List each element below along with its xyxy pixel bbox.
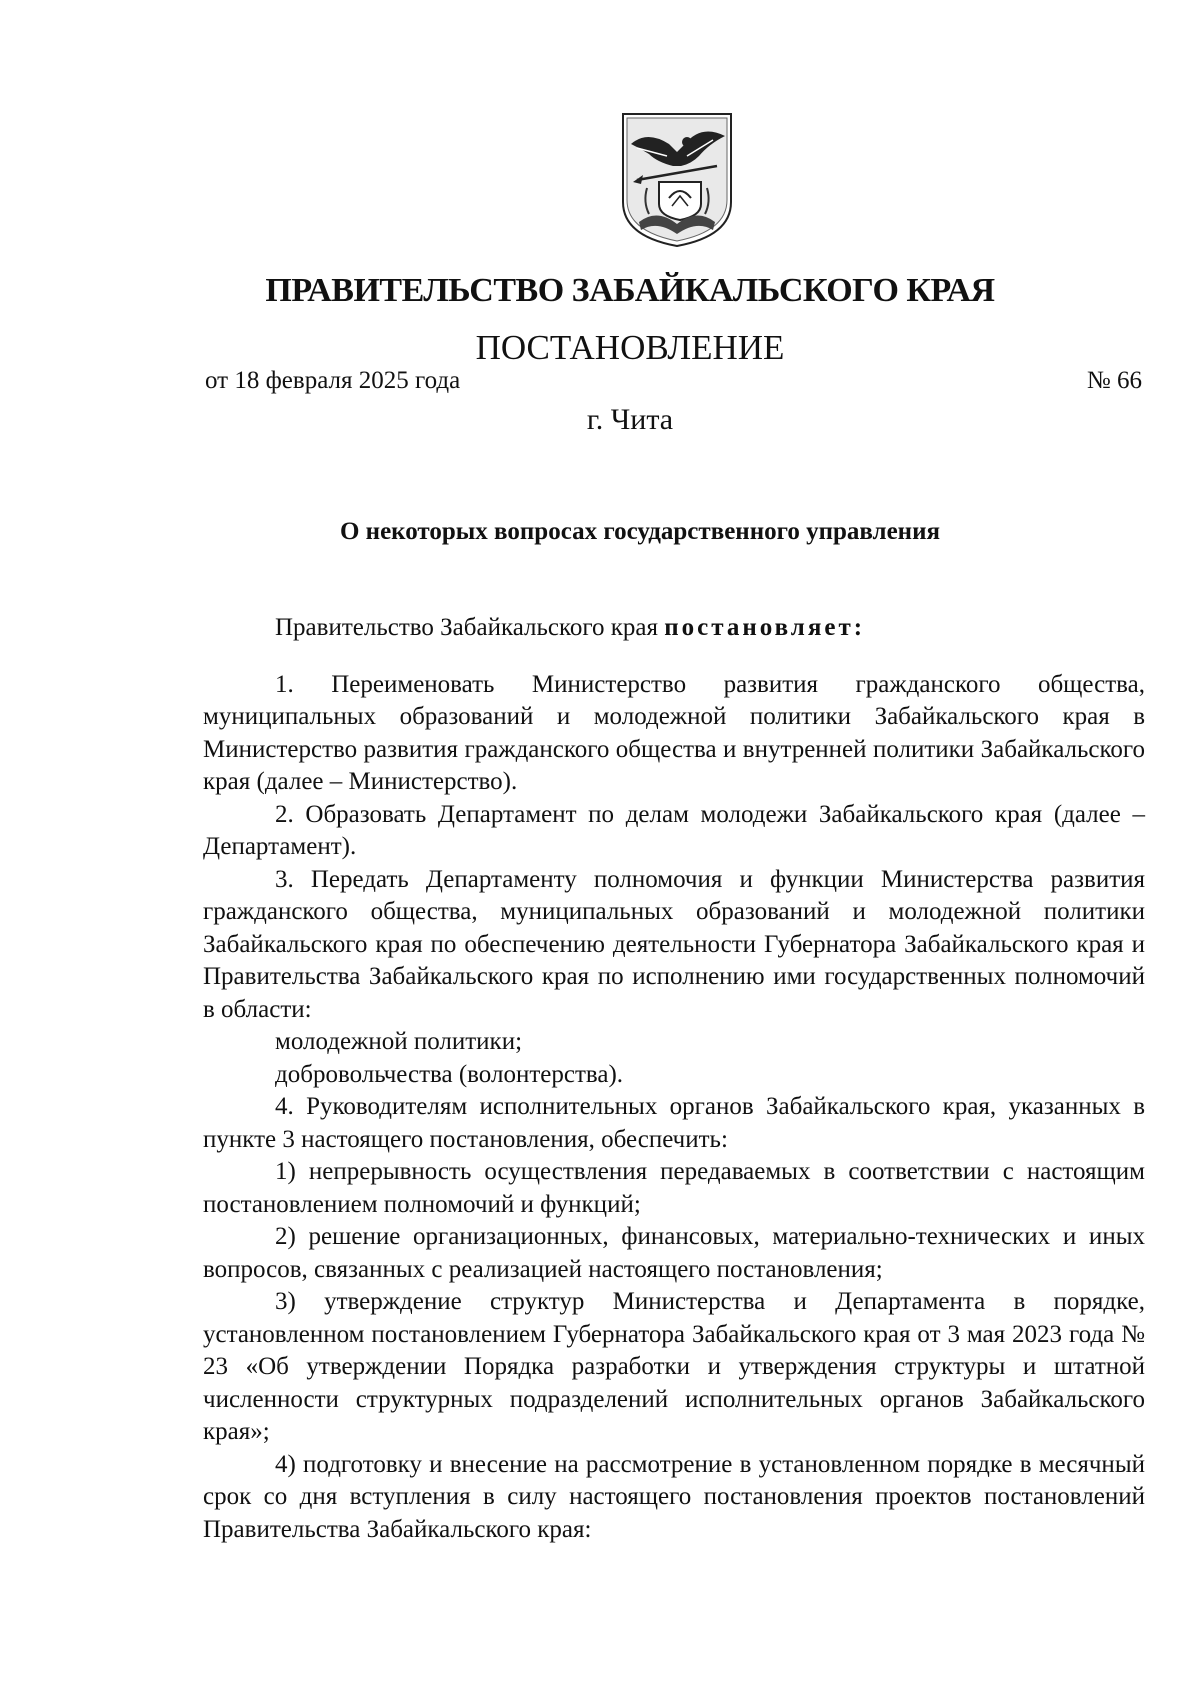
paragraph-1: 1. Переименовать Министерство развития гражданского общества, муниципальных образований и молодежной политики Забайкальского края в Министерство развития гражданского общества и внутренней политики Забайкальского края (далее – Министерство).	[203, 670, 1145, 795]
government-title: ПРАВИТЕЛЬСТВО ЗАБАЙКАЛЬСКОГО КРАЯ	[265, 272, 995, 309]
paragraph-4-sub-2: 2) решение организационных, финансовых, материально-технических и иных вопросов, связанных с реализацией настоящего постановления;	[203, 1223, 1145, 1283]
preamble	[203, 612, 1145, 645]
paragraph-2: 2. Образовать Департамент по делам молодежи Забайкальского края (далее – Департамент).	[203, 800, 1145, 860]
paragraph-3: 3. Передать Департаменту полномочия и функции Министерства развития гражданского общества, муниципальных образований и молодежной политики Забайкальского края по обеспечению деятельности Губернатора Забайкальского края и Правительства Забайкальского края по исполнению ими государственных полномочий в области:	[203, 865, 1145, 1023]
paragraph-4-sub-4: 4) подготовку и внесение на рассмотрение в установленном порядке в месячный срок со дня вступления в силу настоящего постановления проектов постановлений Правительства Забайкальского края:	[203, 1450, 1145, 1543]
coat-of-arms-icon	[617, 110, 737, 250]
paragraph-4-sub-1: 1) непрерывность осуществления передаваемых в соответствии с настоящим постановлением полномочий и функций;	[203, 1158, 1145, 1218]
preamble-text: Правительство Забайкальского края	[275, 614, 665, 641]
document-date: от 18 февраля 2025 года	[205, 367, 461, 394]
paragraph-3-item-volunteering: добровольчества (волонтерства).	[275, 1060, 624, 1088]
paragraph-4: 4. Руководителям исполнительных органов Забайкальского края, указанных в пункте 3 настоящего постановления, обеспечить:	[203, 1093, 1145, 1153]
document-type: ПОСТАНОВЛЕНИЕ	[475, 328, 785, 367]
paragraph-3-item-youth: молодежной политики;	[275, 1028, 523, 1055]
preamble-emphasis: постановляет:	[664, 614, 866, 641]
document-number: № 66	[1086, 367, 1142, 394]
document-subject: О некоторых вопросах государственного управления	[339, 518, 941, 545]
document-city: г. Чита	[586, 403, 674, 436]
document-body	[203, 612, 1145, 1546]
paragraph-4-sub-3: 3) утверждение структур Министерства и Департамента в порядке, установленном постановлением Губернатора Забайкальского края от 3 мая 2023 года № 23 «Об утверждении Порядка разработки и утверждения структуры и штатной численности структурных подразделений исполнительных органов Забайкальского края»;	[203, 1288, 1145, 1445]
